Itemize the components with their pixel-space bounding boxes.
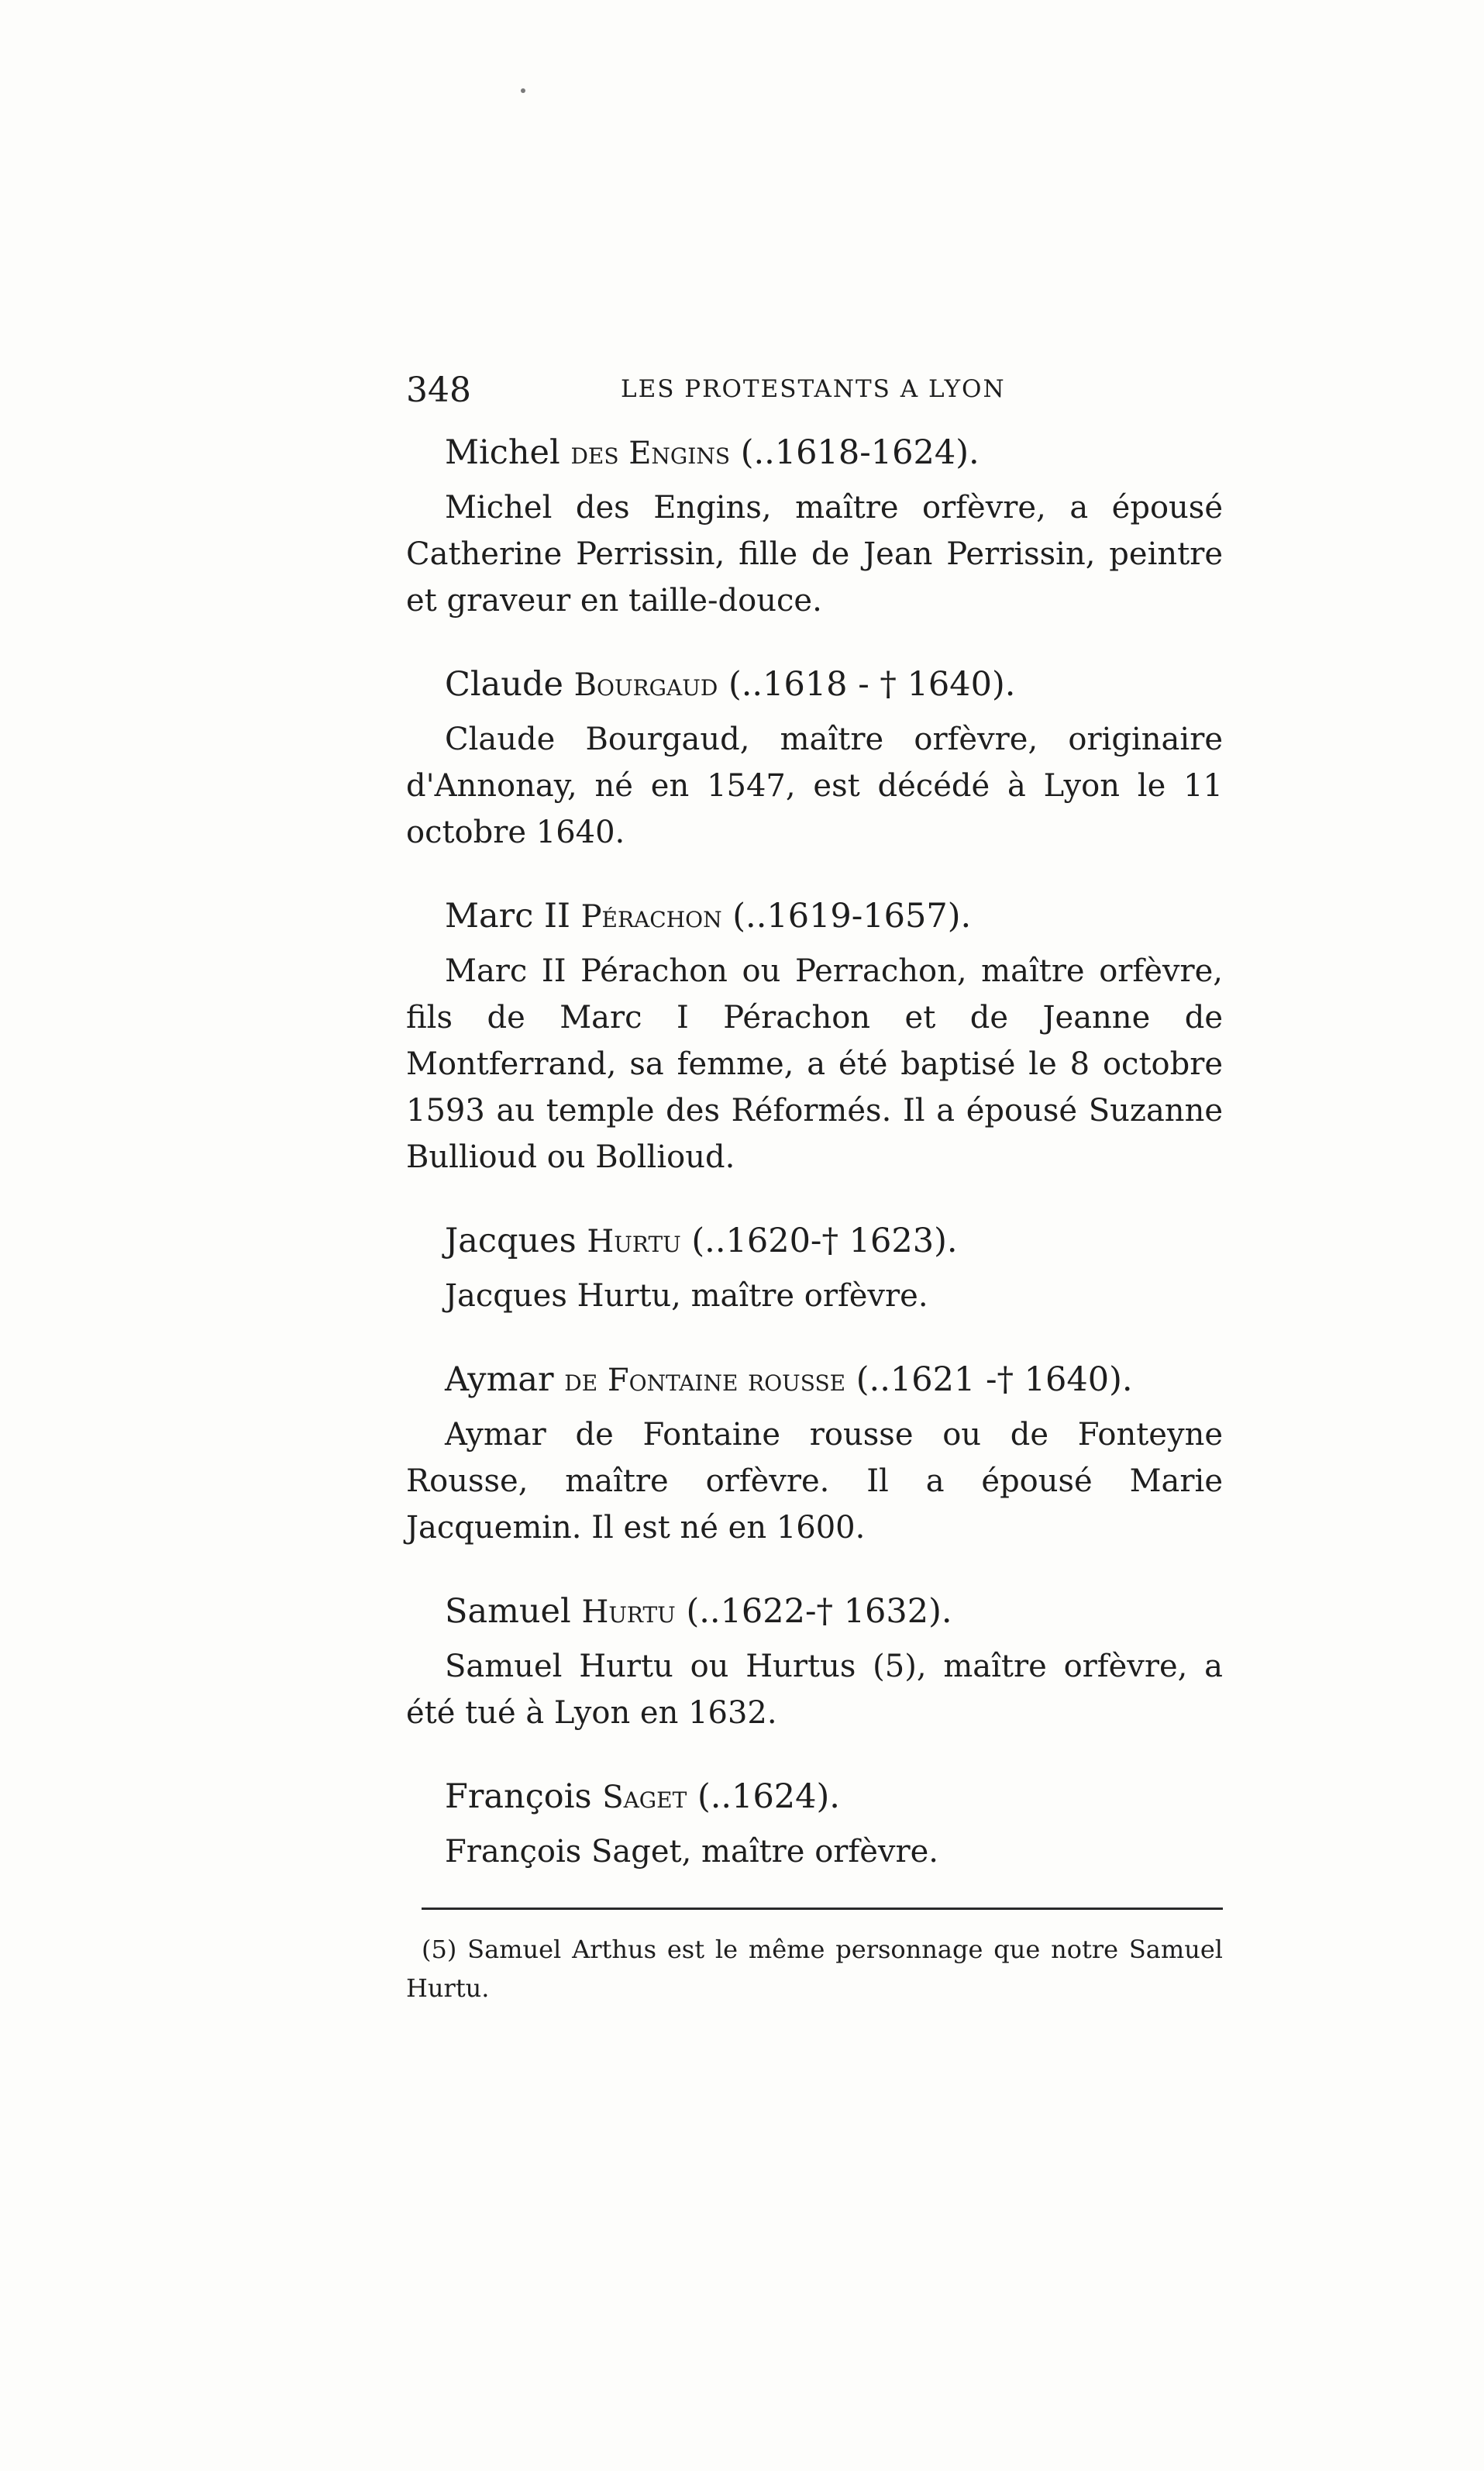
heading-surname: Saget	[602, 1780, 687, 1815]
entry-marc-ii-perachon	[406, 893, 1223, 1180]
heading-given-name: Samuel	[445, 1592, 571, 1631]
heading-dates: (..1624).	[697, 1777, 840, 1816]
heading-dates: (..1621 -† 1640).	[856, 1360, 1133, 1399]
running-title: LES PROTESTANTS A LYON	[621, 375, 1006, 403]
footnote-divider	[422, 1908, 1223, 1910]
paper-speck	[521, 88, 525, 93]
entry-heading	[406, 1588, 1223, 1635]
entry-heading	[406, 661, 1223, 708]
heading-dates: (..1618 - † 1640).	[728, 665, 1016, 704]
entry-francois-saget	[406, 1773, 1223, 1875]
entry-heading	[406, 893, 1223, 940]
entry-body: François Saget, maître orfèvre.	[445, 1834, 938, 1870]
entry-heading	[406, 1356, 1223, 1404]
entry-samuel-hurtu	[406, 1588, 1223, 1736]
heading-dates: (..1619-1657).	[732, 897, 972, 936]
entry-aymar-de-fontaine-rousse	[406, 1356, 1223, 1551]
heading-surname: Bourgaud	[573, 667, 718, 703]
entry-body: Aymar de Fontaine rousse ou de Fonteyne Rousse, maître orfèvre. Il a épousé Marie Jacquemin. Il est né en 1600.	[406, 1417, 1223, 1546]
entry-body: Samuel Hurtu ou Hurtus (5), maître orfèvre, a été tué à Lyon en 1632.	[406, 1649, 1223, 1731]
entry-body: Marc II Pérachon ou Perrachon, maître orfèvre, fils de Marc I Pérachon et de Jeanne de Montferrand, sa femme, a été baptisé le 8 octobre 1593 au temple des Réformés. Il a épousé Suzanne Bullioud ou Bollioud.	[406, 953, 1223, 1175]
heading-surname: Hurtu	[587, 1224, 681, 1260]
heading-dates: (..1620-† 1623).	[691, 1222, 958, 1260]
heading-dates: (..1618-1624).	[740, 433, 980, 472]
heading-surname: Hurtu	[581, 1594, 676, 1630]
heading-given-name: François	[445, 1777, 592, 1816]
heading-dates: (..1622-† 1632).	[686, 1592, 952, 1631]
heading-given-name: Aymar	[445, 1360, 554, 1399]
entry-body: Claude Bourgaud, maître orfèvre, originaire d'Annonay, né en 1547, est décédé à Lyon le 11 octobre 1640.	[406, 722, 1223, 850]
heading-given-name: Marc II	[445, 897, 570, 936]
entry-body: Michel des Engins, maître orfèvre, a épousé Catherine Perrissin, fille de Jean Perrissin, peintre et graveur en taille-douce.	[406, 490, 1223, 619]
entry-jacques-hurtu	[406, 1218, 1223, 1319]
heading-surname: Pérachon	[580, 899, 722, 935]
heading-given-name: Jacques	[445, 1222, 577, 1260]
entry-heading	[406, 1773, 1223, 1821]
footnote: (5) Samuel Arthus est le même personnage que notre Samuel Hurtu.	[406, 1935, 1223, 2003]
book-page	[406, 364, 1223, 2007]
heading-given-name: Claude	[445, 665, 563, 704]
heading-given-name: Michel	[445, 433, 560, 472]
heading-surname: des Engins	[570, 436, 731, 471]
heading-surname: de Fontaine rousse	[564, 1363, 846, 1398]
running-head	[406, 364, 1223, 411]
page-number: 348	[406, 370, 471, 410]
entry-michel-des-engins	[406, 429, 1223, 624]
entry-heading	[406, 1218, 1223, 1265]
entry-body: Jacques Hurtu, maître orfèvre.	[445, 1278, 928, 1314]
entry-claude-bourgaud	[406, 661, 1223, 856]
entry-heading	[406, 429, 1223, 477]
